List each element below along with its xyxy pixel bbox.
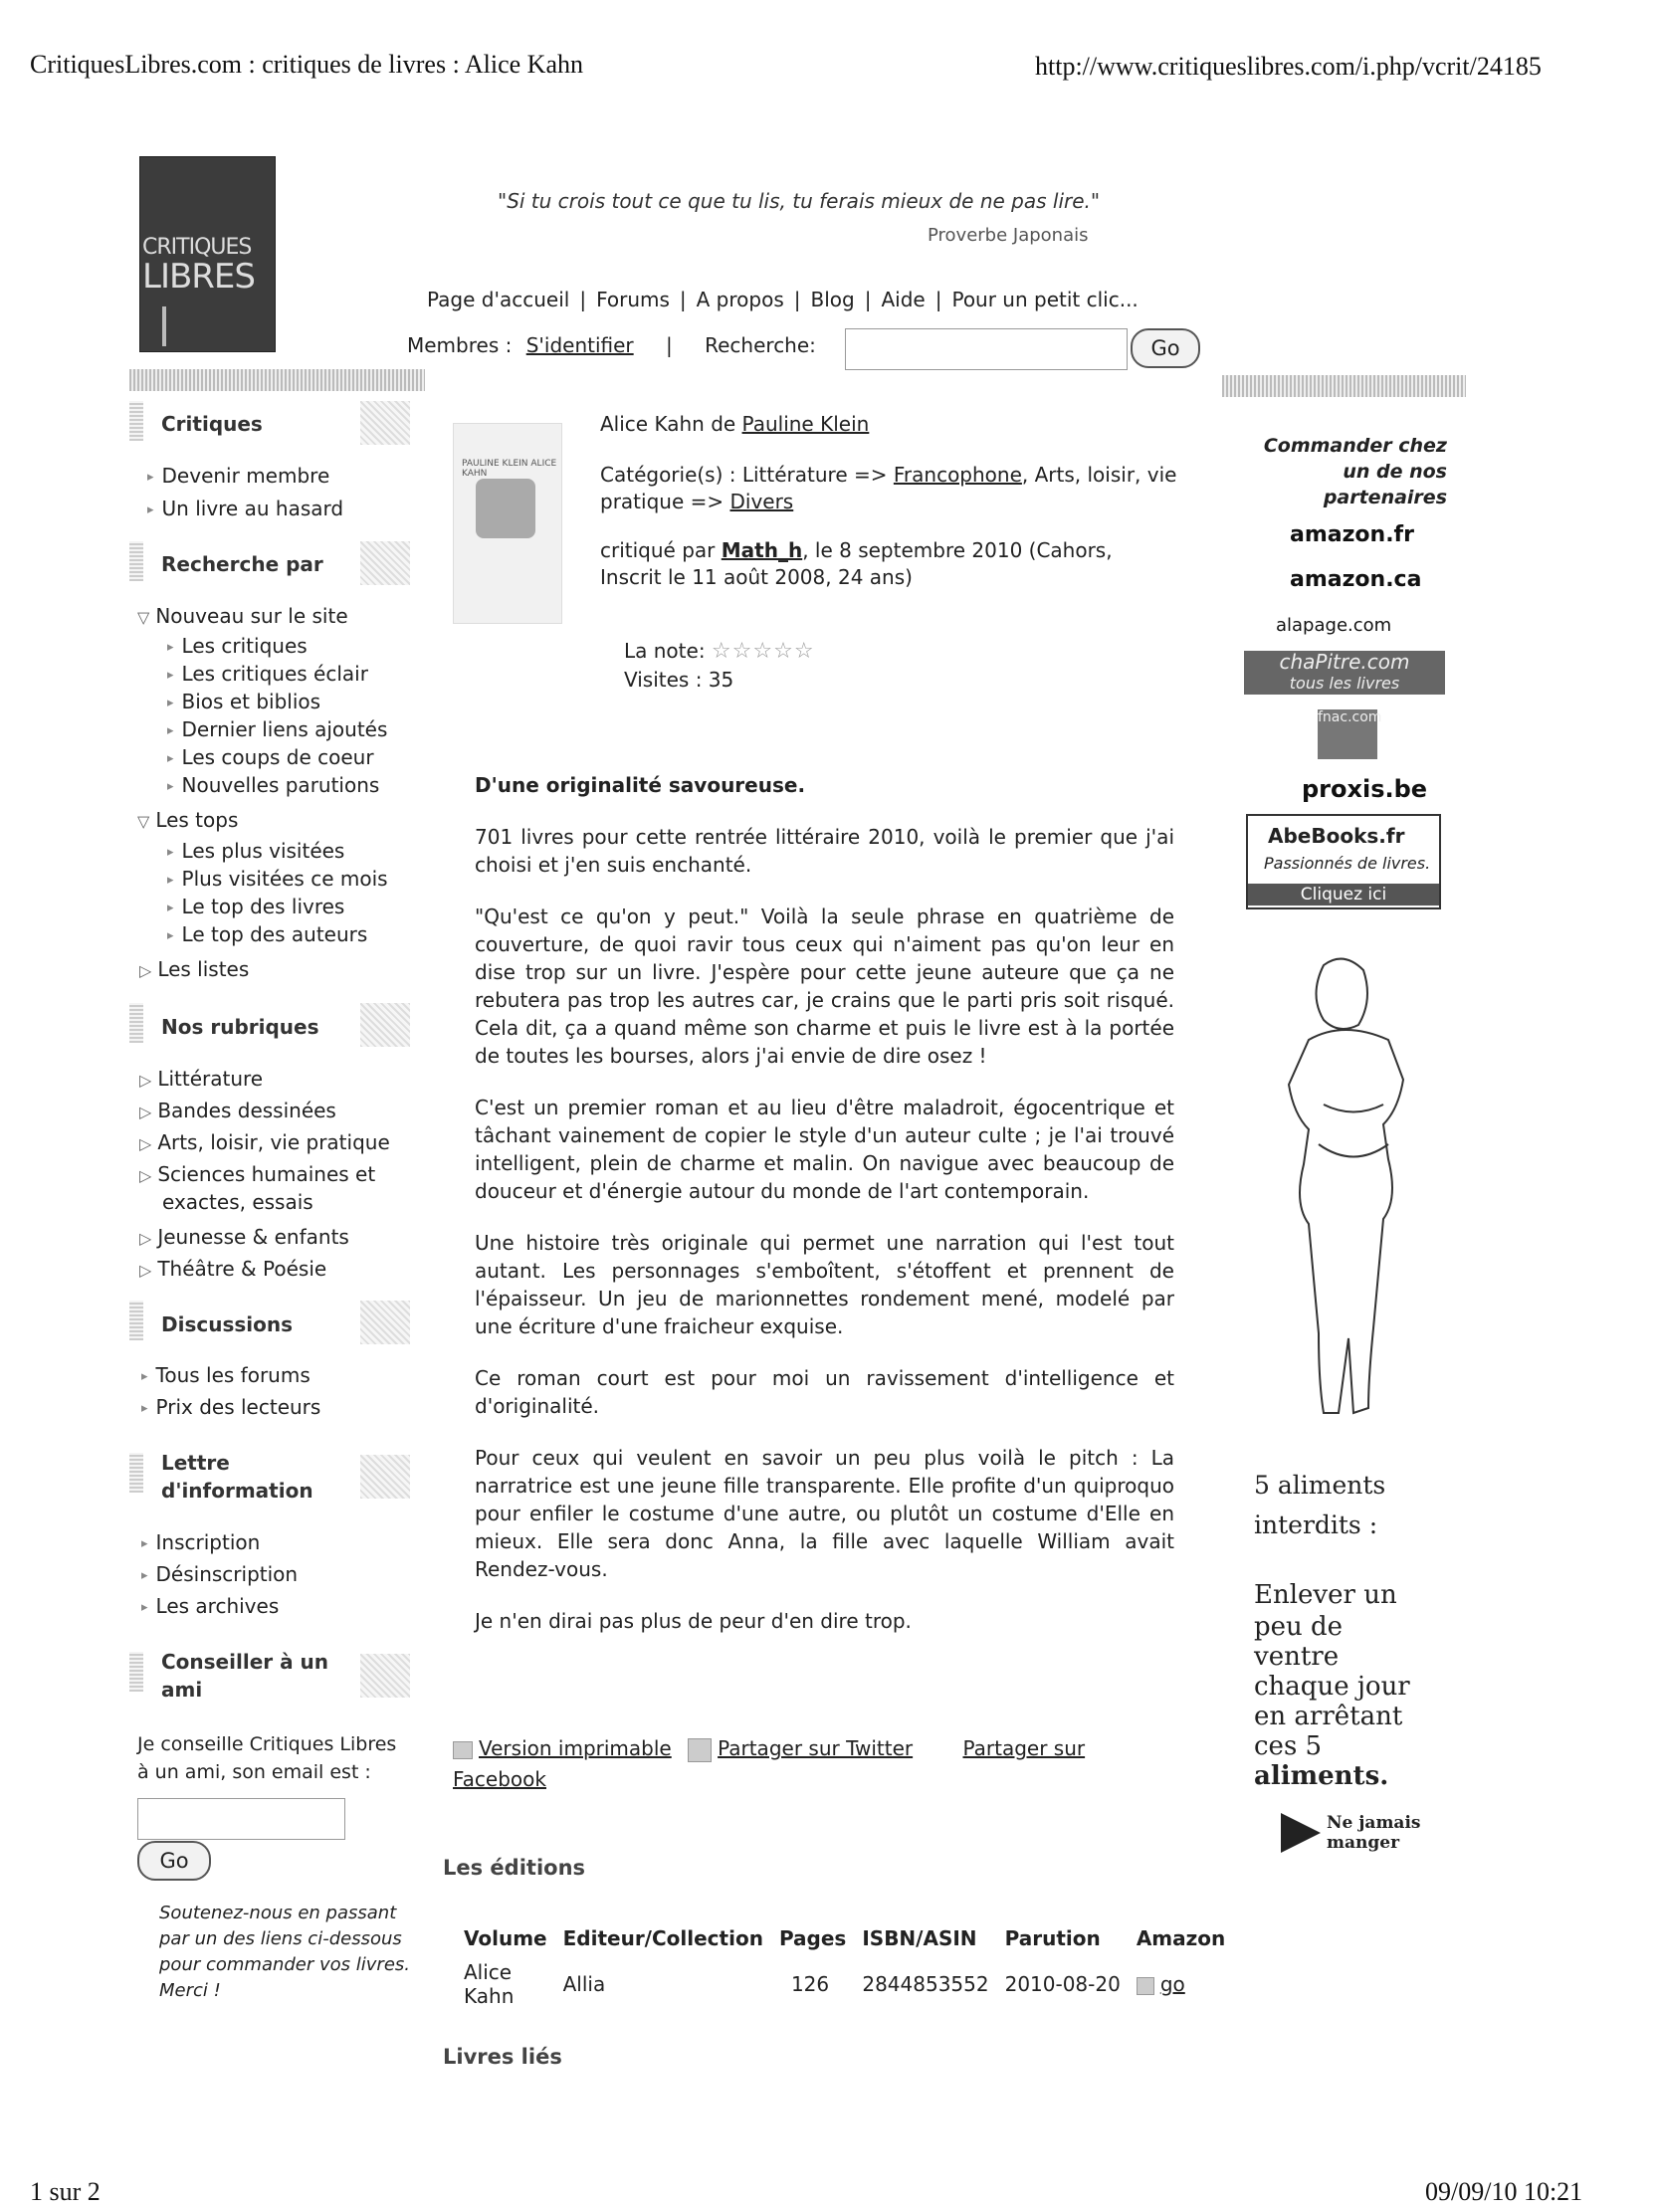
top-nav: Page d'accueil | Forums | A propos | Blog | Aide | Pour un petit clic...	[427, 288, 1139, 311]
friend-email-input[interactable]	[137, 1798, 345, 1840]
ad-figure-illustration[interactable]	[1264, 945, 1423, 1433]
livres-lies-heading: Livres liés	[443, 2045, 562, 2069]
table-header-row	[456, 1920, 1233, 1956]
review-paragraph: 701 livres pour cette rentrée littéraire 2010, voilà le premier que j'ai choisi et j'en suis enchanté.	[475, 825, 1174, 877]
sidebar-item-top-livres[interactable]: ▸ Le top des livres	[167, 895, 345, 918]
nav-blog[interactable]: Blog	[810, 288, 855, 311]
cell-editor: Allia	[562, 1972, 606, 1996]
cell-amazon	[1129, 1956, 1233, 2012]
abebooks-banner[interactable]: AbeBooks.fr Passionnés de livres. Cliquez ici	[1246, 814, 1441, 909]
login-link[interactable]: S'identifier	[525, 333, 634, 357]
print-footer-datetime: 09/09/10 10:21	[1425, 2177, 1583, 2206]
cell-isbn: 2844853552	[862, 1972, 989, 1996]
cell-pages: 126	[790, 1972, 830, 1996]
logo-bar	[162, 306, 166, 346]
logo-line-1: CRITIQUES	[142, 235, 252, 260]
ad-line-9: aliments.	[1254, 1761, 1389, 1791]
sidebar-item-bios[interactable]: ▸ Bios et biblios	[167, 690, 321, 713]
section-deco	[360, 1654, 410, 1698]
amazon-ca-logo[interactable]: amazon.ca	[1290, 567, 1422, 592]
book-title: Alice Kahn	[600, 412, 705, 436]
nav-aide[interactable]: Aide	[881, 288, 926, 311]
share-facebook-link[interactable]: Partager sur	[962, 1736, 1086, 1760]
section-deco	[360, 401, 410, 445]
conseiller-text-1: Je conseille Critiques Libres	[137, 1733, 397, 1755]
ad-line-2: interdits :	[1254, 1510, 1378, 1539]
sidebar-item-archives[interactable]: ▸ Les archives	[141, 1594, 280, 1618]
sidebar-discussions-title: Discussions	[161, 1312, 294, 1336]
editions-table	[456, 1920, 1233, 2012]
sidebar-item-les-tops[interactable]: ▽ Les tops	[137, 808, 239, 832]
cover-image	[476, 479, 535, 538]
ne-jamais-manger-link[interactable]: Ne jamais manger	[1327, 1813, 1421, 1853]
visits-count: Visites : 35	[624, 668, 734, 692]
sidebar-item-theatre[interactable]: ▷ Théâtre & Poésie	[139, 1257, 327, 1281]
quote-source: Proverbe Japonais	[928, 225, 1089, 246]
sidebar-conseiller-title-1: Conseiller à un	[161, 1650, 329, 1674]
category-divers-link[interactable]: Divers	[729, 490, 794, 513]
sidebar-lettre-title-2: d'information	[161, 1479, 313, 1503]
col-isbn: ISBN/ASIN	[862, 1926, 977, 1950]
sidebar-item-les-critiques[interactable]: ▸ Les critiques	[167, 634, 308, 658]
share-bar	[453, 1733, 1169, 1795]
search-label: Recherche:	[705, 333, 816, 357]
col-volume: Volume	[464, 1926, 547, 1950]
review-paragraph: Je n'en dirai pas plus de peur d'en dire trop.	[475, 1609, 912, 1633]
fnac-logo[interactable]: fnac.com	[1318, 709, 1377, 759]
section-deco	[129, 1003, 143, 1043]
sidebar-item-arts[interactable]: ▷ Arts, loisir, vie pratique	[139, 1130, 390, 1154]
sidebar-item-sciences-2[interactable]: exactes, essais	[162, 1190, 313, 1214]
sidebar-item-forums[interactable]: ▸ Tous les forums	[141, 1363, 311, 1387]
section-deco	[360, 1003, 410, 1047]
section-deco	[129, 541, 143, 581]
review-paragraph: "Qu'est ce qu'on y peut." Voilà la seule phrase en quatrième de couverture, de quoi ravir tous ceux qui n'aiment pas qu'on leur en dise trop sur un livre. J'espère pour cette jeune auteure que ça ne rebutera pas trop les autres car, je crains que le parti pris soit risqué. Cela dit, ça a quand même son charme et puis le livre est à la portée de toutes les bourses, alors j'ai envie de dire osez !	[475, 905, 1174, 1068]
print-header-url: http://www.critiqueslibres.com/i.php/vcrit/24185	[1035, 52, 1542, 81]
sidebar-item-devenir-membre[interactable]: ▸ Devenir membre	[147, 464, 330, 488]
sidebar-item-nouvelles-parutions[interactable]: ▸ Nouvelles parutions	[167, 773, 380, 797]
sidebar-item-litterature[interactable]: ▷ Littérature	[139, 1067, 264, 1091]
printer-icon	[453, 1741, 473, 1759]
review-paragraph: C'est un premier roman et au lieu d'être maladroit, égocentrique et tâchant vainement de copier le style d'un auteur culte ; je l'ai trouvé intelligent, plein de charme et malin. On navigue avec beaucoup de douceur et d'énergie autour du monde de l'art contemporain.	[475, 1096, 1174, 1203]
sidebar-item-plus-visitees-mois[interactable]: ▸ Plus visitées ce mois	[167, 867, 388, 891]
conseiller-text-2: à un ami, son email est :	[137, 1761, 371, 1783]
sidebar-item-nouveau[interactable]: ▽ Nouveau sur le site	[137, 604, 348, 628]
ad-line-5: ventre	[1254, 1642, 1340, 1672]
critic-info: critiqué par Math_h, le 8 septembre 2010 (Cahors, Inscrit le 11 août 2008, 24 ans)	[600, 538, 1113, 589]
editions-heading: Les éditions	[443, 1856, 586, 1880]
col-pages: Pages	[778, 1926, 847, 1950]
sidebar-item-bd[interactable]: ▷ Bandes dessinées	[139, 1099, 336, 1122]
review-body	[475, 771, 1174, 1659]
review-paragraph: Ce roman court est pour moi un ravissement d'intelligence et d'originalité.	[475, 1366, 1174, 1418]
site-logo[interactable]	[139, 156, 276, 352]
sidebar-item-derniers-liens[interactable]: ▸ Dernier liens ajoutés	[167, 717, 388, 741]
twitter-icon	[688, 1738, 712, 1762]
book-title-line: Alice Kahn de Pauline Klein	[600, 412, 870, 436]
logo-line-2: LIBRES	[142, 257, 255, 297]
sidebar-item-livre-hasard[interactable]: ▸ Un livre au hasard	[147, 497, 344, 520]
arrow-icon	[1281, 1813, 1321, 1853]
ad-line-4: peu de	[1254, 1612, 1344, 1642]
amazon-go-link[interactable]: go	[1159, 1972, 1185, 1996]
section-deco	[360, 1455, 410, 1499]
abebooks-cliquez-button[interactable]: Cliquez ici	[1248, 884, 1439, 905]
share-twitter-link[interactable]: Partager sur Twitter	[718, 1736, 914, 1760]
amazon-fr-logo[interactable]: amazon.fr	[1290, 522, 1414, 547]
print-footer-page: 1 sur 2	[30, 2177, 101, 2206]
sidebar-item-desinscription[interactable]: ▸ Désinscription	[141, 1562, 299, 1586]
print-header-title: CritiquesLibres.com : critiques de livres : Alice Kahn	[30, 50, 583, 79]
support-text: Soutenez-nous en passant par un des liens ci-dessous pour commander vos livres. Merci !	[159, 1903, 410, 2001]
sidebar-item-critiques-eclair[interactable]: ▸ Les critiques éclair	[167, 662, 368, 686]
member-bar: Membres : S'identifier | Recherche:	[407, 333, 816, 357]
critic-link[interactable]: Math_h	[721, 538, 803, 562]
search-go-button[interactable]: Go	[1131, 328, 1200, 368]
ad-line-1: 5 aliments	[1254, 1471, 1386, 1500]
ad-line-6: chaque jour	[1254, 1672, 1410, 1702]
proxis-logo[interactable]: proxis.be	[1302, 775, 1428, 803]
sidebar-item-jeunesse[interactable]: ▷ Jeunesse & enfants	[139, 1225, 349, 1249]
sidebar-rubriques-title: Nos rubriques	[161, 1015, 319, 1039]
category-francophone-link[interactable]: Francophone	[893, 463, 1022, 487]
col-editeur: Editeur/Collection	[562, 1926, 763, 1950]
sidebar-item-prix-lecteurs[interactable]: ▸ Prix des lecteurs	[141, 1395, 321, 1419]
review-title: D'une originalité savoureuse.	[475, 773, 806, 797]
sidebar-conseiller-title-2: ami	[161, 1678, 203, 1702]
divider-left	[129, 369, 425, 391]
nav-forums[interactable]: Forums	[596, 288, 670, 311]
ad-line-3: Enlever un	[1254, 1580, 1397, 1610]
sidebar-recherche-title: Recherche par	[161, 552, 323, 576]
ad-line-8: ces 5	[1254, 1731, 1323, 1761]
section-deco	[129, 1453, 143, 1493]
sidebar-item-top-auteurs[interactable]: ▸ Le top des auteurs	[167, 922, 368, 946]
sidebar-item-plus-visitees[interactable]: ▸ Les plus visitées	[167, 839, 345, 863]
ad-line-7: en arrêtant	[1254, 1702, 1403, 1731]
quote-text: "Si tu crois tout ce que tu lis, tu ferais mieux de ne pas lire."	[498, 189, 1101, 213]
review-paragraph: Une histoire très originale qui permet une narration qui l'est tout autant. Les personnages s'emboîtent, s'étoffent et prennent de l'épaisseur. Un jeu de marionnettes rondement mené, modelé par une écriture d'une fraicheur exquise.	[475, 1231, 1174, 1338]
members-label: Membres :	[407, 333, 513, 357]
rating-stars-icon: ☆☆☆☆☆	[711, 639, 815, 664]
section-deco	[129, 1652, 143, 1692]
sidebar-item-sciences[interactable]: ▷ Sciences humaines et	[139, 1162, 376, 1186]
divider-right	[1222, 375, 1466, 397]
table-row	[456, 1956, 1233, 2012]
book-categories: Catégorie(s) : Littérature => Francophone, Arts, loisir, vie pratique => Divers	[600, 463, 1177, 513]
col-parution: Parution	[1004, 1926, 1101, 1950]
nav-accueil[interactable]: Page d'accueil	[427, 288, 570, 311]
sidebar-lettre-title-1: Lettre	[161, 1451, 230, 1475]
nav-apropos[interactable]: A propos	[696, 288, 784, 311]
col-amazon: Amazon	[1136, 1926, 1226, 1950]
sidebar-critiques-title: Critiques	[161, 412, 263, 436]
book-cover[interactable]	[453, 423, 562, 624]
friend-go-button[interactable]: Go	[137, 1841, 211, 1881]
sidebar-item-coups-coeur[interactable]: ▸ Les coups de coeur	[167, 745, 374, 769]
cover-text: PAULINE KLEIN ALICE KAHN	[462, 459, 557, 479]
book-author-link[interactable]: Pauline Klein	[741, 412, 870, 436]
alapage-logo[interactable]: alapage.com	[1276, 615, 1392, 636]
section-deco	[360, 1301, 410, 1344]
section-deco	[129, 1301, 143, 1340]
rating-label: La note:	[624, 639, 706, 663]
search-input[interactable]	[845, 328, 1128, 370]
chapitre-logo[interactable]: chaPitre.com tous les livres	[1244, 651, 1445, 695]
review-paragraph: Pour ceux qui veulent en savoir un peu plus voilà le pitch : La narratrice est une jeune fille transparente. Elle profite d'un quiproquo pour enfiler le costume d'une autre, ou plutôt un costume d'Elle en mieux. Elle sera donc Anna, la fille avec laquelle William avait Rendez-vous.	[475, 1446, 1174, 1581]
cell-date: 2010-08-20	[1004, 1972, 1121, 1996]
share-facebook-link-2[interactable]: Facebook	[453, 1767, 546, 1791]
nav-petit-clic[interactable]: Pour un petit clic...	[951, 288, 1139, 311]
rating-block	[624, 637, 815, 694]
cart-icon	[1137, 1977, 1154, 1995]
section-deco	[129, 401, 143, 441]
sidebar-item-les-listes[interactable]: ▷ Les listes	[139, 957, 250, 981]
sidebar-item-inscription[interactable]: ▸ Inscription	[141, 1530, 261, 1554]
print-version-link[interactable]: Version imprimable	[479, 1736, 672, 1760]
cell-volume: Alice Kahn	[464, 1960, 515, 2008]
partners-title: Commander chez un de nos partenaires	[1263, 435, 1447, 508]
section-deco	[360, 541, 410, 585]
